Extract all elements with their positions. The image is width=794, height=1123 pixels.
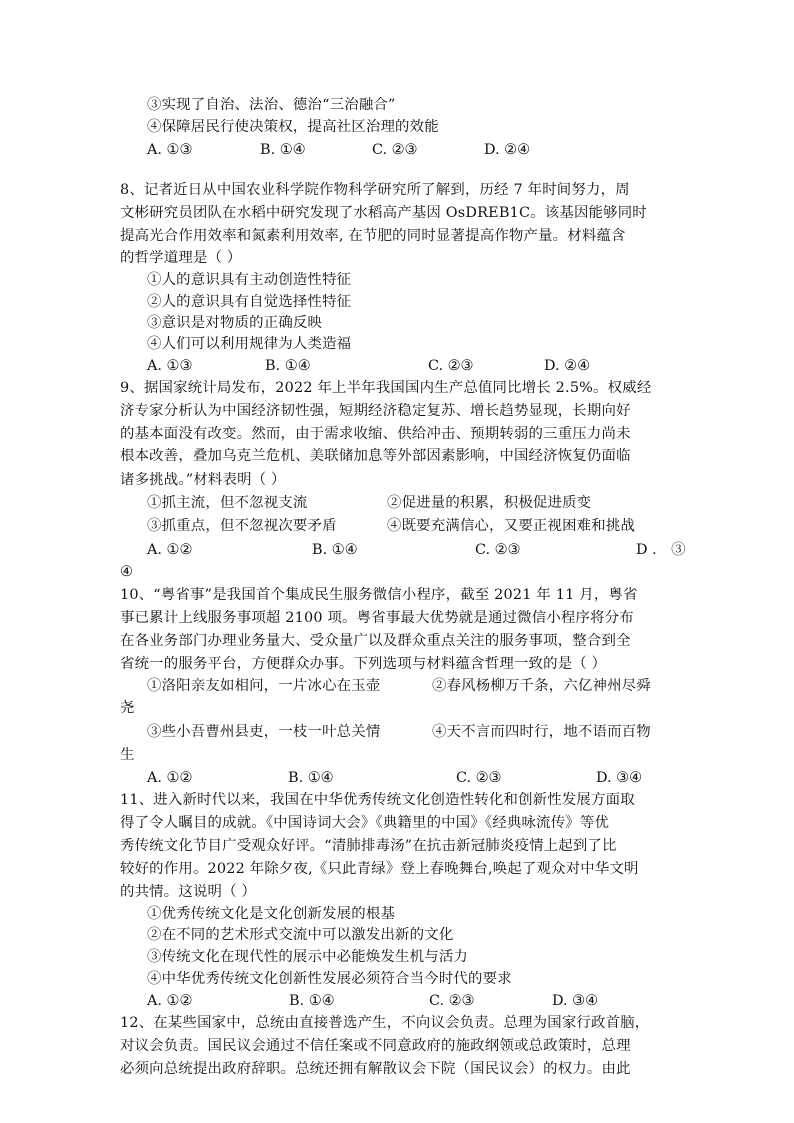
choice-d: D. ③④ xyxy=(596,770,642,786)
choice-d-wrap: ④ xyxy=(120,564,133,580)
choice-c: C. ②③ xyxy=(429,993,475,1009)
question-9-text: 济专家分析认为中国经济韧性强，短期经济稳定复苏、增长趋势显现，长期向好 xyxy=(120,403,631,419)
question-11-text: 得了令人瞩目的成就。《中国诗词大会》《典籍里的中国》《经典咏流传》等优 xyxy=(120,815,610,831)
option-item: ①人的意识具有主动创造性特征 xyxy=(147,272,352,288)
question-10-text: 在各业务部门办理业务量大、受众量广以及群众重点关注的服务事项，整合到全 xyxy=(120,633,631,649)
choice-a: A. ①② xyxy=(147,542,193,558)
question-12-text: 12、在某些国家中，总统由直接普选产生，不向议会负责。总理为国家行政首脑， xyxy=(120,1015,650,1031)
choice-a: A. ①② xyxy=(147,993,193,1009)
question-9-text: 诸多挑战。”材料表明（ ） xyxy=(120,472,286,488)
question-9-text: 9、据国家统计局发布，2022 年上半年我国国内生产总值同比增长 2.5%。权威经 xyxy=(120,380,652,396)
question-12-text: 对议会负责。国民议会通过不信任案或不同意政府的施政纲领或总政策时，总理 xyxy=(120,1038,631,1054)
choice-a: A. ①② xyxy=(147,770,193,786)
option-item: ①抓主流，但不忽视支流 xyxy=(147,495,308,511)
option-item: ③实现了自治、法治、德治“三治融合” xyxy=(147,97,396,113)
option-item: ②春风杨柳万千条，六亿神州尽舜 xyxy=(432,678,651,694)
question-10-text: 省统一的服务平台，方便群众办事。下列选项与材料蕴含哲理一致的是（ ） xyxy=(120,656,607,672)
question-9-text: 的基本面没有改变。然而，由于需求收缩、供给冲击、预期转弱的三重压力尚未 xyxy=(120,426,631,442)
option-item-wrap: 尧 xyxy=(120,700,135,716)
question-11-text: 11、进入新时代以来，我国在中华优秀传统文化创造性转化和创新性发展方面取 xyxy=(120,792,635,808)
choice-d: D. ③④ xyxy=(552,993,598,1009)
question-11-text: 秀传统文化节目广受观众好评。“清肺排毒汤”在抗击新冠肺炎疫情上起到了比 xyxy=(120,838,617,854)
choice-d: D. ②④ xyxy=(544,358,590,374)
option-item: ④人们可以利用规律为人类造福 xyxy=(147,336,352,352)
choice-c: C. ②③ xyxy=(456,770,502,786)
question-11-text: 较好的作用。2022 年除夕夜,《只此青绿》登上春晚舞台,唤起了观众对中华文明 xyxy=(120,861,639,877)
choice-a: A. ①③ xyxy=(147,358,193,374)
option-item: ①优秀传统文化是文化创新发展的根基 xyxy=(147,906,396,922)
option-item: ③传统文化在现代性的展示中必能焕发生机与活力 xyxy=(147,949,468,965)
choice-b: B. ①④ xyxy=(265,358,311,374)
choice-c: C. ②③ xyxy=(372,142,418,158)
option-item: ②在不同的艺术形式交流中可以激发出新的文化 xyxy=(147,927,454,943)
choice-b: B. ①④ xyxy=(289,993,335,1009)
option-item: ①洛阳亲友如相问，一片冰心在玉壶 xyxy=(147,678,381,694)
option-item: ③意识是对物质的正确反映 xyxy=(147,315,323,331)
choice-c: C. ②③ xyxy=(475,542,521,558)
option-item: ②人的意识具有自觉选择性特征 xyxy=(147,294,352,310)
choice-d: D. ②④ xyxy=(484,142,530,158)
choice-b: B. ①④ xyxy=(312,542,358,558)
option-item: ④天不言而四时行，地不语而百物 xyxy=(432,724,651,740)
option-item: ②促进量的积累，积极促进质变 xyxy=(387,495,592,511)
question-8-text: 提高光合作用效率和氮素利用效率, 在节肥的同时显著提高作物产量。材料蕴含 xyxy=(120,228,626,244)
question-11-text: 的共情。这说明（ ） xyxy=(120,884,257,900)
question-8-text: 文彬研究员团队在水稻中研究发现了水稻高产基因 OsDREB1C。该基因能够同时 xyxy=(120,205,647,221)
option-item: ③抓重点，但不忽视次要矛盾 xyxy=(147,518,337,534)
question-10-text: 10、“粤省事”是我国首个集成民生服务微信小程序，截至 2021 年 11 月，粤省 xyxy=(120,587,638,603)
choice-c: C. ②③ xyxy=(428,358,474,374)
option-item-wrap: 生 xyxy=(120,747,135,763)
question-8-text: 8、记者近日从中国农业科学院作物科学研究所了解到，历经 7 年时间努力，周 xyxy=(120,182,630,198)
choice-b: B. ①④ xyxy=(260,142,306,158)
choice-a: A. ①③ xyxy=(147,142,193,158)
option-item: ④既要充满信心，又要正视困难和挑战 xyxy=(387,518,636,534)
option-item: ④保障居民行使决策权，提高社区治理的效能 xyxy=(147,119,439,135)
question-8-text: 的哲学道理是（ ） xyxy=(120,250,242,266)
option-item: ③些小吾曹州县吏，一枝一叶总关情 xyxy=(147,724,381,740)
question-10-text: 事已累计上线服务事项超 2100 项。粤省事最大优势就是通过微信小程序将分布 xyxy=(120,610,634,626)
choice-d: D ． ③ xyxy=(636,542,686,558)
option-item: ④中华优秀传统文化创新性发展必须符合当今时代的要求 xyxy=(147,971,512,987)
question-9-text: 根本改善，叠加乌克兰危机、美联储加息等外部因素影响，中国经济恢复仍面临 xyxy=(120,448,631,464)
question-12-text: 必须向总统提出政府辞职。总统还拥有解散议会下院（国民议会）的权力。由此 xyxy=(120,1061,631,1077)
choice-b: B. ①④ xyxy=(288,770,334,786)
